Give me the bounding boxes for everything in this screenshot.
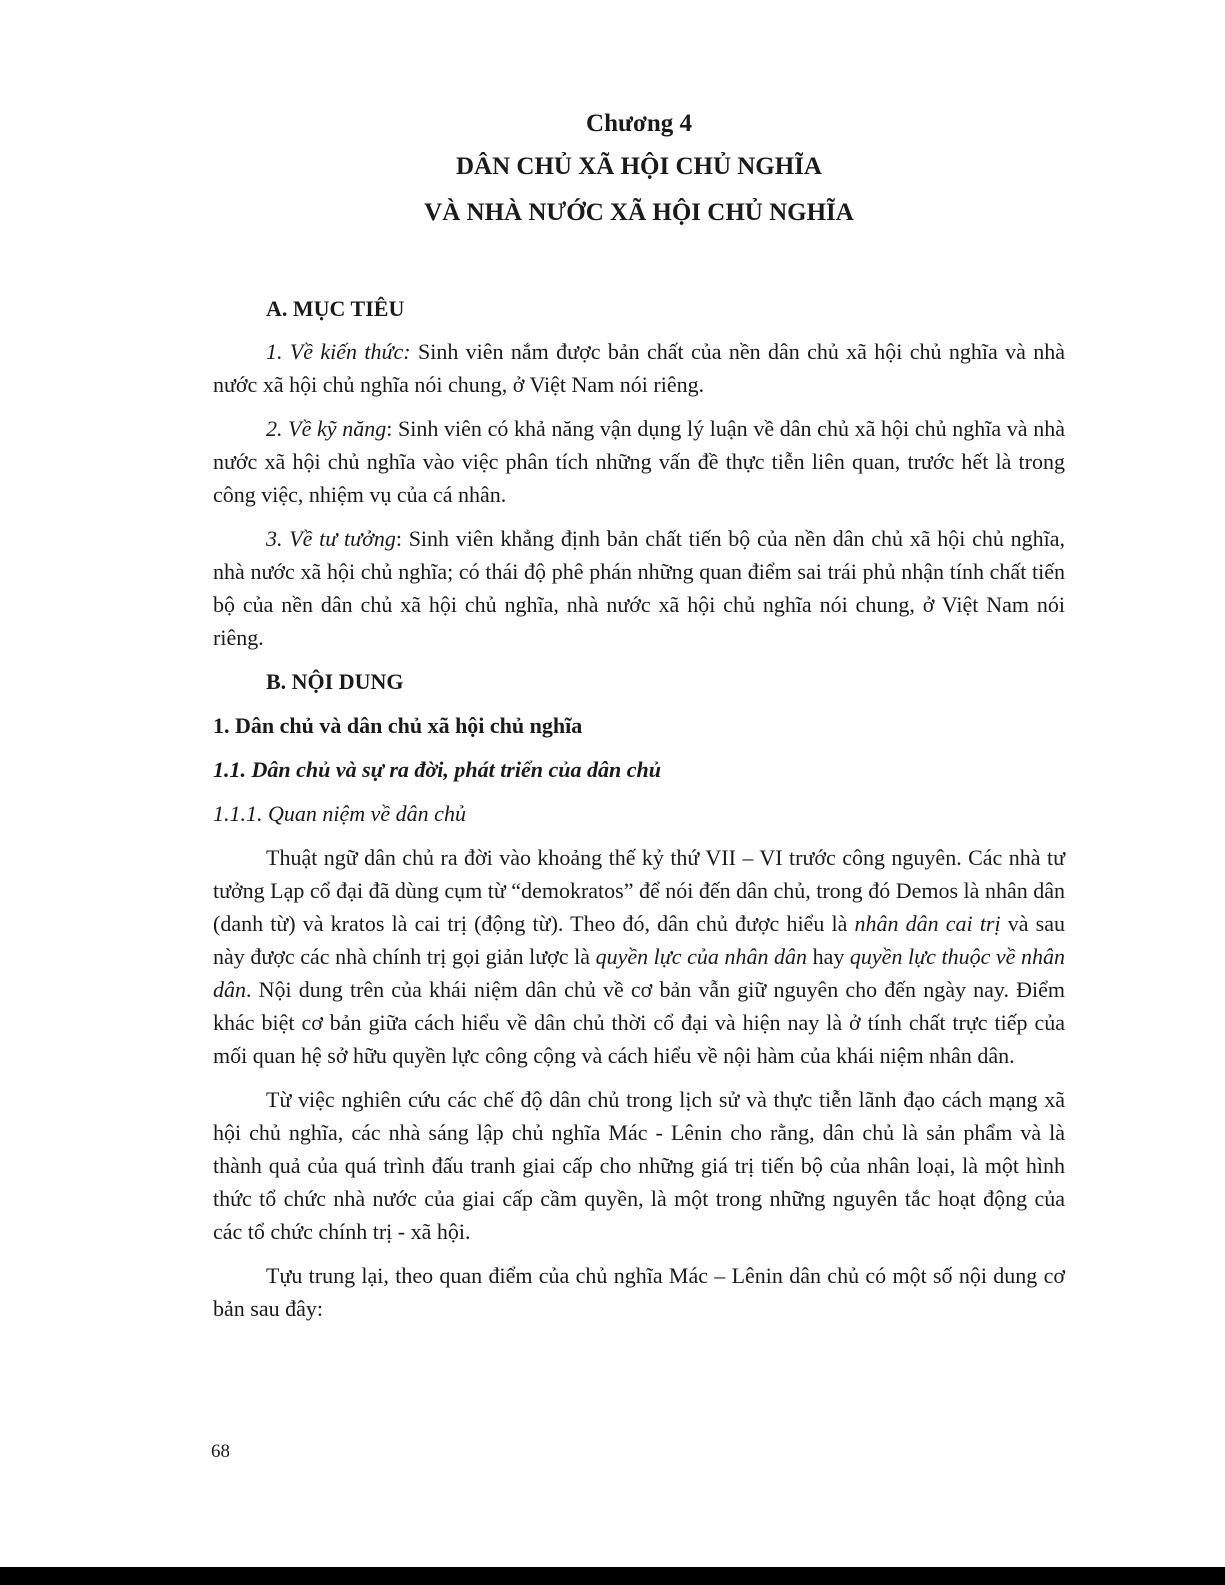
p1-italic-2: quyền lực của nhân dân [595,944,808,969]
objective-skill [213,412,1065,511]
chapter-title-line-2: VÀ NHÀ NƯỚC XÃ HỘI CHỦ NGHĨA [424,199,854,226]
p1-text-b: và sau này được các nhà chính trị gọi giản lược là [213,911,1065,969]
objective-thought [213,522,1065,654]
p1-text-a: Thuật ngữ dân chủ ra đời vào khoảng thế kỷ thứ VII – VI trước công nguyên. Các nhà tư tưởng Lạp cổ đại đã dùng cụm từ “demokratos” để nói đến dân chủ, trong đó Demos là nhân dân (danh từ) và kratos là cai trị (động từ). Theo đó, dân chủ được hiểu là [213,845,1065,936]
chapter-number: Chương 4 [586,110,692,137]
objective-thought-label: 3. Về tư tưởng [266,526,396,551]
heading-level-2: 1.1. Dân chủ và sự ra đời, phát triển của dân chủ [213,757,661,782]
objective-thought-text: : Sinh viên khẳng định bản chất tiến bộ của nền dân chủ xã hội chủ nghĩa, nhà nước xã hội chủ nghĩa; có thái độ phê phán những quan điểm sai trái phủ nhận tính chất tiến bộ của nền dân chủ xã hội chủ nghĩa, nhà nước xã hội chủ nghĩa nói chung, ở Việt Nam nói riêng. [213,526,1065,650]
page-number: 68 [211,1441,230,1462]
bottom-edge-bar [0,1567,1225,1585]
heading-level-3: 1.1.1. Quan niệm về dân chủ [213,801,466,826]
chapter-title-line-1: DÂN CHỦ XÃ HỘI CHỦ NGHĨA [456,153,822,180]
p1-text-c: hay [807,944,850,969]
page-content [213,104,1065,1325]
paragraph-democracy-term [213,841,1065,1072]
paragraph-marxist-view: Từ việc nghiên cứu các chế độ dân chủ trong lịch sử và thực tiễn lãnh đạo cách mạng xã hội chủ nghĩa, các nhà sáng lập chủ nghĩa Mác - Lênin cho rằng, dân chủ là sản phẩm và là thành quả của quá trình đấu tranh giai cấp cho những giá trị tiến bộ của nhân loại, là một hình thức tổ chức nhà nước của giai cấp cầm quyền, là một trong những nguyên tắc hoạt động của các tổ chức chính trị - xã hội. [213,1087,1065,1244]
p1-italic-1: nhân dân cai trị [854,911,1001,936]
paragraph-summary: Tựu trung lại, theo quan điểm của chủ nghĩa Mác – Lênin dân chủ có một số nội dung cơ bản sau đây: [213,1263,1065,1321]
p1-text-d: . Nội dung trên của khái niệm dân chủ về cơ bản vẫn giữ nguyên cho đến ngày nay. Điểm khác biệt cơ bản giữa cách hiểu về dân chủ thời cổ đại và hiện nay là ở tính chất trực tiếp của mối quan hệ sở hữu quyền lực công cộng và cách hiểu về nội hàm của khái niệm nhân dân. [213,977,1065,1068]
objective-knowledge-label: 1. Về kiến thức: [266,339,411,364]
heading-level-1: 1. Dân chủ và dân chủ xã hội chủ nghĩa [213,713,583,738]
objective-knowledge [213,335,1065,401]
section-b-heading: B. NỘI DUNG [266,669,404,694]
objective-knowledge-text: Sinh viên nắm được bản chất của nền dân chủ xã hội chủ nghĩa và nhà nước xã hội chủ nghĩa nói chung, ở Việt Nam nói riêng. [213,339,1066,397]
objective-skill-label: 2. Về kỹ năng [266,416,387,441]
objective-skill-text: : Sinh viên có khả năng vận dụng lý luận về dân chủ xã hội chủ nghĩa và nhà nước xã hội chủ nghĩa vào việc phân tích những vấn đề thực tiễn liên quan, trước hết là trong công việc, nhiệm vụ của cá nhân. [213,416,1066,507]
section-a-heading: A. MỤC TIÊU [266,296,405,321]
p1-italic-3: quyền lực thuộc về nhân dân [213,944,1066,1002]
